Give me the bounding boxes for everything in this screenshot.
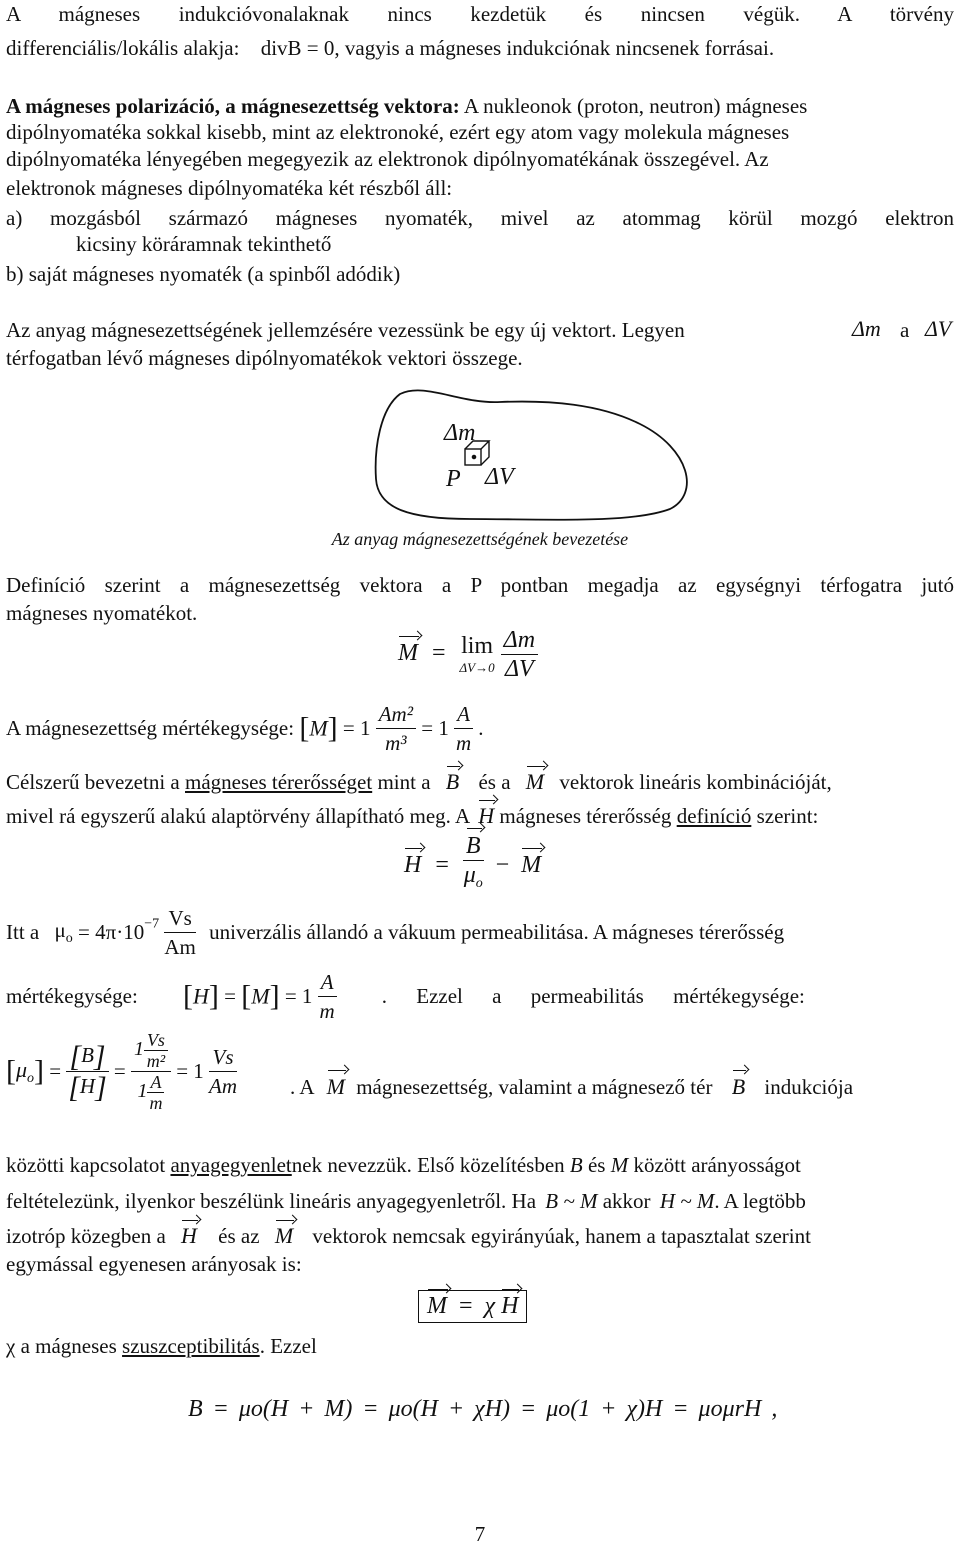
limit-subscript: ΔV→0	[459, 660, 495, 675]
fraction-denominator: m²	[146, 1051, 166, 1071]
text-span: A mágnesezettség mértékegysége:	[6, 716, 295, 740]
fraction-denominator: m	[455, 731, 472, 755]
text-line: mértékegysége: [H] = [M] = 1 $\frac{A}{m}$ . Ezzel a permeabilitás mértékegysége:	[6, 970, 805, 1023]
fraction-numerator: Δm	[501, 626, 538, 655]
link-constitutive-equation: anyagegyenlet	[170, 1153, 292, 1177]
list-item-continuation: kicsiny köráramnak tekinthető	[76, 232, 332, 256]
text-span: Célszerű bevezetni a	[6, 770, 185, 794]
vector-m: M	[427, 1293, 447, 1319]
permeability-unit-equation: $[\mu_o]$ = $\frac{[B]}{[H]}$ = 1 $\frac{Vs}{\text{m²}}$ 1 $\frac{A}{m}$ = 1 $\frac{Vs}{Am}$	[6, 1030, 238, 1113]
figure-delta-v-label: ΔV	[485, 464, 514, 490]
fraction-denominator: Am	[209, 1074, 238, 1098]
text-line: Definíció szerint a mágnesezettség vektora a P pontban megadja az egységnyi térfogatra jutó	[6, 573, 954, 597]
text-span: és a	[478, 770, 511, 794]
page-number: 7	[474, 1522, 486, 1546]
fraction-numerator: Vs	[209, 1043, 237, 1072]
proportionality-relation: B ~ M	[545, 1189, 598, 1213]
text-span: és az	[218, 1224, 260, 1248]
text-line: dipólnyomatéka sokkal kisebb, mint az elektronoké, ezért egy atom vagy molekula mágneses	[6, 120, 790, 144]
text-span: mint a	[372, 770, 431, 794]
text-line	[6, 1224, 954, 1248]
numeral: 1	[133, 1038, 144, 1061]
text-line	[6, 1153, 954, 1177]
vector-b: B	[731, 1074, 746, 1099]
text-span: , vagyis a mágneses indukciónak nincsenek forrásai.	[334, 36, 775, 60]
text-line	[6, 94, 954, 118]
figure-point-p-label: P	[446, 466, 461, 492]
text-span: Itt a	[6, 920, 40, 944]
link-definition: definíció	[676, 804, 752, 828]
mu-symbol: μ	[463, 862, 476, 888]
text-line: egymással egyenesen arányosak is:	[6, 1252, 302, 1276]
subscript: o	[27, 1070, 35, 1086]
vector-h: H	[181, 1223, 197, 1248]
delta-m-symbol: Δm	[852, 316, 881, 341]
text-line	[6, 904, 956, 961]
magnetization-definition-equation	[398, 626, 538, 683]
text-span: közötti kapcsolatot	[6, 1153, 171, 1177]
chi-symbol: χ	[484, 1293, 496, 1319]
proportionality-relation: H ~ M	[659, 1189, 715, 1213]
m-symbol: M	[610, 1153, 629, 1177]
exponent: −7	[144, 916, 160, 932]
numeral: 1	[137, 1080, 148, 1103]
fraction-denominator: m³	[385, 731, 407, 755]
vector-m: M	[521, 851, 542, 878]
vector-m: M	[326, 1074, 345, 1099]
h-symbol: H	[193, 983, 209, 1009]
text-span: a mágneses	[15, 1334, 123, 1358]
vector-b: B	[465, 833, 481, 859]
subscript: o	[475, 876, 483, 891]
chi-symbol: χ	[6, 1334, 16, 1358]
fraction-numerator: Vs	[164, 904, 196, 933]
text-span: között arányosságot	[633, 1153, 801, 1177]
text-line	[290, 1074, 956, 1100]
fraction-numerator: Am²	[376, 700, 416, 729]
h-symbol: H	[79, 1074, 96, 1098]
text-span: . Ezzel a permeabilitás mértékegysége:	[381, 984, 805, 1008]
fraction-numerator: Vs	[144, 1030, 168, 1051]
equals-sign: =	[459, 1293, 473, 1319]
text-line	[6, 1334, 954, 1358]
text-span: izotróp közegben a	[6, 1224, 166, 1248]
fraction-denominator: ΔV	[504, 656, 534, 682]
section-heading: A mágneses polarizáció, a mágnesezettség vektora:	[6, 94, 460, 118]
fraction-numerator: A	[454, 700, 473, 729]
list-item: b) saját mágneses nyomaték (a spinből adódik)	[6, 262, 401, 286]
fraction-denominator: m	[149, 1093, 163, 1113]
text-span: vektorok lineáris kombinációját,	[559, 770, 832, 794]
text-span: mértékegysége:	[6, 984, 138, 1008]
text-span: differenciális/lokális alakja:	[6, 36, 240, 60]
vector-h: H	[404, 851, 422, 878]
b-symbol: B	[569, 1153, 583, 1177]
unit-line: A mágnesezettség mértékegysége: [M] = 1 $\frac{\text{Am²}}{\text{m³}}$ = 1 $\frac{A}{m}$ .	[6, 702, 484, 755]
text-span: . A	[290, 1075, 314, 1099]
text-span: nek nevezzük. Első közelítésben	[291, 1153, 565, 1177]
equals-sign: =	[432, 640, 446, 667]
vector-m: M	[525, 769, 545, 794]
text-line: dipólnyomatéka lényegében megegyezik az elektronok dipólnyomatékának összegével. Az	[6, 147, 769, 171]
list-item: a) mozgásból származó mágneses nyomaték, mivel az atommag körül mozgó elektron	[6, 206, 954, 230]
linear-material-equation	[418, 1290, 527, 1323]
fraction-denominator: m	[319, 999, 335, 1023]
vector-m: M	[398, 640, 418, 667]
text-span: és	[587, 1153, 606, 1177]
link-magnetic-field-strength: mágneses térerősséget	[185, 770, 373, 794]
text-span: . A legtöbb	[714, 1189, 806, 1213]
mu-symbol: μ	[16, 1056, 28, 1082]
text-span: szerint:	[756, 804, 819, 828]
induction-relation-equation: B = μo(H + M) = μo(H + χH) = μo(1 + χ)H = μoμrH ,	[188, 1396, 778, 1422]
field-strength-definition-equation: H = $\frac{B}{\mu_o}$ − M	[404, 833, 542, 891]
text-span: mágneses térerősség	[499, 804, 672, 828]
text-span: vektorok nemcsak egyirányúak, hanem a tapasztalat szerint	[312, 1224, 811, 1248]
text-span: . Ezzel	[259, 1334, 317, 1358]
text-line	[6, 770, 954, 794]
fraction-numerator: A	[318, 968, 337, 997]
text-line	[6, 1189, 954, 1213]
vector-h: H	[478, 803, 495, 828]
divergence-equation: divB = 0	[260, 36, 335, 60]
text-span: feltételezünk, ilyenkor beszélünk lineáris anyagegyenletről. Ha	[6, 1189, 537, 1213]
m-symbol: M	[251, 983, 270, 1009]
text-line: A mágneses indukcióvonalaknak nincs kezdetük és nincsen végük. A törvény	[6, 2, 954, 26]
text-span: A nukleonok (proton, neutron) mágneses	[459, 94, 808, 118]
mu-symbol: μ	[54, 918, 66, 942]
limit-operator: lim	[461, 633, 494, 659]
b-symbol: B	[81, 1042, 94, 1067]
fraction-numerator: A	[147, 1072, 164, 1093]
figure-caption: Az anyag mágnesezettségének bevezetése	[331, 529, 629, 549]
text-span: akkor	[602, 1189, 651, 1213]
constant-value: = 4π·10	[78, 920, 145, 944]
vector-b: B	[445, 769, 460, 794]
figure-delta-m-label: Δm	[444, 420, 476, 446]
text-span: a	[900, 318, 910, 342]
text-span: mágnesezettség, valamint a mágnesező tér	[356, 1075, 713, 1099]
subscript: o	[65, 931, 73, 946]
volume-blob-figure	[370, 384, 700, 524]
fraction-denominator: Am	[164, 935, 196, 959]
vector-m: M	[274, 1223, 294, 1248]
text-line: mágneses nyomatékot.	[6, 601, 198, 625]
text-line: Az anyag mágnesezettségének jellemzésére vezessünk be egy új vektort. Legyen	[6, 318, 685, 342]
text-span: mivel rá egyszerű alakú alaptörvény állapítható meg. A	[6, 804, 470, 828]
text-span: indukciója	[764, 1075, 854, 1099]
link-susceptibility: szuszceptibilitás	[122, 1334, 260, 1358]
text-span: univerzális állandó a vákuum permeabilitása. A mágneses térerősség	[209, 920, 785, 944]
text-line: térfogatban lévő mágneses dipólnyomatékok vektori összege.	[6, 346, 523, 370]
text-line	[6, 36, 954, 60]
delta-v-symbol: ΔV	[925, 316, 952, 341]
text-line: elektronok mágneses dipólnyomatéka két részből áll:	[6, 176, 453, 200]
vector-h: H	[501, 1293, 519, 1319]
